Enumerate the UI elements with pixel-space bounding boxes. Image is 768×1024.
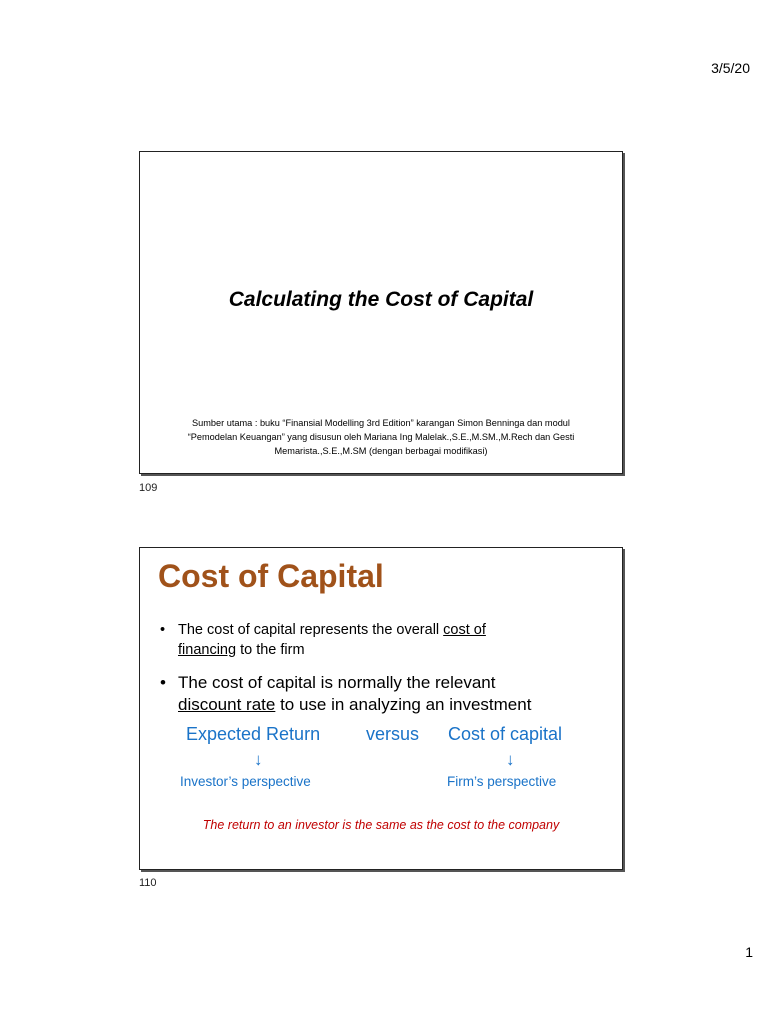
bullet-text: The cost of capital is normally the relevant <box>178 673 496 692</box>
source-note <box>146 416 616 458</box>
comparison-diagram <box>140 724 622 804</box>
firm-perspective-label: Firm’s perspective <box>447 774 557 789</box>
bullet-text: to the firm <box>236 642 305 658</box>
expected-return-label: Expected Return <box>186 724 321 744</box>
down-arrow-icon: ↓ <box>254 750 263 769</box>
page-number: 1 <box>745 944 753 960</box>
underlined-term: cost of <box>443 622 486 638</box>
investor-perspective-label: Investor’s perspective <box>180 774 311 789</box>
slide-title: Cost of Capital <box>158 558 384 594</box>
slide-number: 110 <box>139 877 157 889</box>
bullet-text: The cost of capital represents the overall <box>178 622 444 638</box>
bullet-item <box>158 620 608 660</box>
slide-number: 109 <box>139 482 158 494</box>
cost-of-capital-label: Cost of capital <box>448 724 563 744</box>
slide-110 <box>139 547 623 870</box>
bullet-text: to use in analyzing an investment <box>275 695 532 714</box>
bullet-item <box>158 672 608 716</box>
down-arrow-icon: ↓ <box>506 750 515 769</box>
underlined-term: financing <box>178 642 237 658</box>
source-line: Sumber utama : buku “Finansial Modelling 3rd Edition” karangan Simon Benninga dan modul <box>192 418 570 428</box>
slide-109 <box>139 151 623 474</box>
underlined-term: discount rate <box>178 695 276 714</box>
source-line: “Pemodelan Keuangan” yang disusun oleh Mariana Ing Malelak.,S.E.,M.SM.,M.Rech dan Gesti <box>187 432 575 442</box>
footnote: The return to an investor is the same as the cost to the company <box>202 818 560 832</box>
bullet-list <box>158 620 608 716</box>
source-line: Memarista.,S.E.,M.SM (dengan berbagai modifikasi) <box>274 446 488 456</box>
versus-label: versus <box>366 724 420 744</box>
page-date: 3/5/20 <box>711 60 750 76</box>
slide-title: Calculating the Cost of Capital <box>228 288 534 311</box>
